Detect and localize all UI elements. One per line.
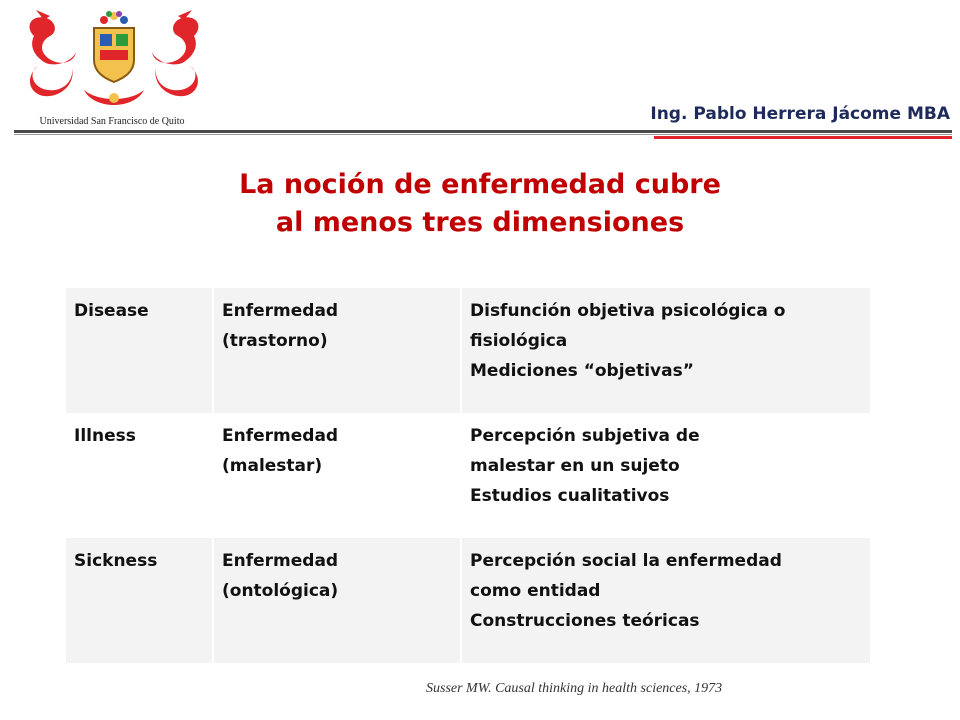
term-label: Illness xyxy=(74,426,136,446)
title-line-2: al menos tres dimensiones xyxy=(275,207,685,238)
description-line: Disfunción objetiva psicológica o xyxy=(470,301,786,321)
dimensions-table xyxy=(66,288,870,663)
description-cell xyxy=(460,538,870,663)
term-label: Sickness xyxy=(74,551,158,571)
description-cell xyxy=(460,413,870,538)
description-line: Estudios cualitativos xyxy=(470,486,670,506)
slide-title xyxy=(60,166,900,242)
table-row xyxy=(66,288,870,413)
title-line-1: La noción de enfermedad cubre xyxy=(239,169,721,200)
description-line: Mediciones “objetivas” xyxy=(470,361,694,381)
term-cell xyxy=(66,538,212,663)
header-rule xyxy=(14,124,952,142)
description-line: fisiológica xyxy=(470,331,568,351)
description-line: Percepción social la enfermedad xyxy=(470,551,782,571)
table-row xyxy=(66,413,870,538)
spanish-line: Enfermedad xyxy=(222,301,339,321)
spanish-line: (ontológica) xyxy=(222,581,339,601)
spanish-cell xyxy=(212,413,460,538)
table-row xyxy=(66,538,870,663)
term-cell xyxy=(66,288,212,413)
spanish-cell xyxy=(212,288,460,413)
author-name: Ing. Pablo Herrera Jácome MBA xyxy=(650,104,950,124)
term-cell xyxy=(66,413,212,538)
spanish-cell xyxy=(212,538,460,663)
description-line: Construcciones teóricas xyxy=(470,611,700,631)
university-crest-icon xyxy=(14,6,214,118)
description-line: Percepción subjetiva de xyxy=(470,426,700,446)
description-line: malestar en un sujeto xyxy=(470,456,680,476)
spanish-line: (malestar) xyxy=(222,456,323,476)
description-line: como entidad xyxy=(470,581,601,601)
spanish-line: Enfermedad xyxy=(222,426,339,446)
description-cell xyxy=(460,288,870,413)
spanish-line: Enfermedad xyxy=(222,551,339,571)
term-label: Disease xyxy=(74,301,149,321)
citation: Susser MW. Causal thinking in health sciences, 1973 xyxy=(426,681,723,696)
spanish-line: (trastorno) xyxy=(222,331,328,351)
logo-caption: Universidad San Francisco de Quito xyxy=(39,116,185,127)
